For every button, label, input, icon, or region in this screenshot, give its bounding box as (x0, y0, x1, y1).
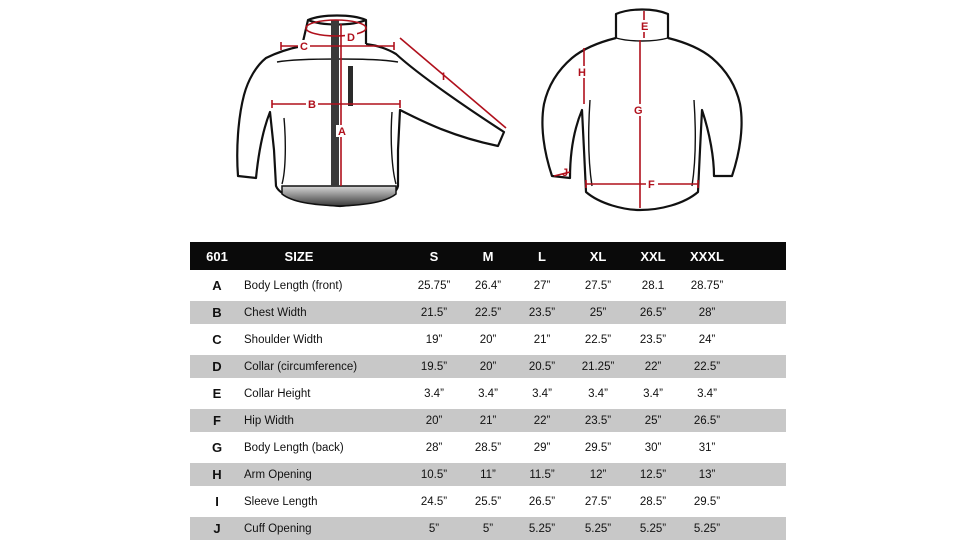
cell-s: 28” (425, 441, 443, 454)
table-row (190, 490, 786, 513)
row-id: C (212, 332, 222, 347)
cell-l: 11.5” (529, 468, 555, 481)
label-e: E (641, 21, 649, 33)
cell-m: 21” (479, 414, 497, 427)
row-measurement: Cuff Opening (244, 522, 312, 535)
row-id: D (212, 359, 222, 374)
cell-m: 26.4” (474, 279, 502, 292)
table-row (190, 328, 786, 351)
row-measurement: Body Length (back) (244, 441, 344, 454)
row-id: E (212, 386, 222, 401)
size-xl-header: XL (589, 248, 607, 264)
cell-xxl: 28.1 (641, 279, 665, 292)
cell-xl: 21.25” (581, 360, 615, 373)
label-h: H (578, 67, 586, 79)
table-row (190, 355, 786, 378)
cell-s: 19.5” (420, 360, 448, 373)
chest-pocket-zipper (348, 66, 353, 106)
cell-xxl: 5.25” (639, 522, 667, 535)
size-xxxl-header: XXXL (690, 248, 724, 264)
row-measurement: Hip Width (244, 414, 294, 427)
cell-xxl: 28.5” (639, 495, 667, 508)
row-measurement: Sleeve Length (244, 495, 318, 508)
row-measurement: Body Length (front) (244, 279, 343, 292)
cell-l: 3.4” (532, 387, 552, 400)
table-row (190, 301, 786, 324)
row-id: A (212, 278, 222, 293)
cell-xl: 23.5” (584, 414, 612, 427)
cell-xxxl: 22.5” (693, 360, 721, 373)
row-id: G (211, 440, 223, 455)
front-hem-band (282, 186, 396, 206)
row-measurement: Collar Height (244, 387, 311, 400)
cell-s: 5” (428, 522, 440, 535)
size-s-header: S (429, 248, 439, 264)
size-chart-header (190, 242, 786, 270)
size-m-header: M (482, 248, 494, 264)
cell-l: 5.25” (528, 522, 556, 535)
cell-xxxl: 28.75” (690, 279, 724, 292)
cell-m: 20” (479, 360, 497, 373)
cell-s: 24.5” (420, 495, 448, 508)
label-f: F (648, 179, 655, 191)
row-id: I (215, 494, 219, 509)
cell-xxxl: 26.5” (693, 414, 721, 427)
table-row (190, 382, 786, 405)
cell-xl: 25” (589, 306, 607, 319)
label-d: D (347, 32, 355, 44)
table-row (190, 274, 786, 297)
label-j: J (562, 167, 569, 179)
cell-l: 29” (533, 441, 551, 454)
cell-xxl: 22” (644, 360, 662, 373)
cell-xxxl: 13” (698, 468, 716, 481)
cell-xl: 22.5” (584, 333, 612, 346)
cell-m: 3.4” (478, 387, 498, 400)
size-header: SIZE (284, 248, 314, 264)
row-measurement: Shoulder Width (244, 333, 323, 346)
table-row (190, 409, 786, 432)
cell-xxxl: 24” (698, 333, 716, 346)
row-id: F (213, 413, 221, 428)
cell-xl: 27.5” (584, 279, 612, 292)
cell-xxl: 12.5” (639, 468, 667, 481)
cell-xxl: 3.4” (643, 387, 663, 400)
row-id: H (212, 467, 222, 482)
cell-l: 21” (533, 333, 551, 346)
label-b: B (308, 99, 316, 111)
cell-xl: 12” (589, 468, 607, 481)
cell-s: 20” (425, 414, 443, 427)
cell-xl: 5.25” (584, 522, 612, 535)
cell-l: 27” (533, 279, 551, 292)
size-l-header: L (538, 248, 546, 264)
size-xxl-header: XXL (640, 248, 666, 264)
cell-xl: 29.5” (584, 441, 612, 454)
label-c: C (300, 41, 308, 53)
label-g: G (634, 105, 643, 117)
front-jacket-outline (237, 16, 504, 207)
cell-m: 11” (480, 468, 496, 481)
cell-l: 20.5” (528, 360, 556, 373)
cell-xxl: 25” (644, 414, 662, 427)
cell-l: 26.5” (528, 495, 556, 508)
cell-xxxl: 3.4” (697, 387, 717, 400)
cell-m: 22.5” (474, 306, 502, 319)
cell-xl: 27.5” (584, 495, 612, 508)
cell-xl: 3.4” (588, 387, 608, 400)
label-a: A (338, 126, 346, 138)
row-measurement: Collar (circumference) (244, 360, 358, 373)
cell-s: 3.4” (424, 387, 444, 400)
cell-xxxl: 29.5” (693, 495, 721, 508)
label-i: I (442, 71, 446, 83)
cell-xxl: 23.5” (639, 333, 667, 346)
front-zipper (331, 20, 339, 186)
row-id: B (212, 305, 222, 320)
cell-m: 25.5” (474, 495, 502, 508)
cell-s: 10.5” (420, 468, 448, 481)
cell-m: 28.5” (474, 441, 502, 454)
size-chart (190, 242, 786, 540)
cell-l: 23.5” (528, 306, 556, 319)
cell-xxxl: 5.25” (693, 522, 721, 535)
cell-s: 25.75” (417, 279, 451, 292)
cell-xxxl: 28” (698, 306, 716, 319)
table-row (190, 436, 786, 459)
cell-xxl: 30” (644, 441, 662, 454)
table-row (190, 463, 786, 486)
table-row (190, 517, 786, 540)
row-measurement: Chest Width (244, 306, 307, 319)
cell-s: 21.5” (420, 306, 448, 319)
cell-m: 20” (479, 333, 497, 346)
cell-m: 5” (482, 522, 494, 535)
row-measurement: Arm Opening (244, 468, 312, 481)
model-number: 601 (206, 248, 228, 264)
cell-xxl: 26.5” (639, 306, 667, 319)
cell-s: 19” (425, 333, 443, 346)
row-id: J (213, 521, 221, 536)
cell-l: 22” (533, 414, 551, 427)
jacket-diagram (0, 0, 978, 232)
cell-xxxl: 31” (698, 441, 716, 454)
